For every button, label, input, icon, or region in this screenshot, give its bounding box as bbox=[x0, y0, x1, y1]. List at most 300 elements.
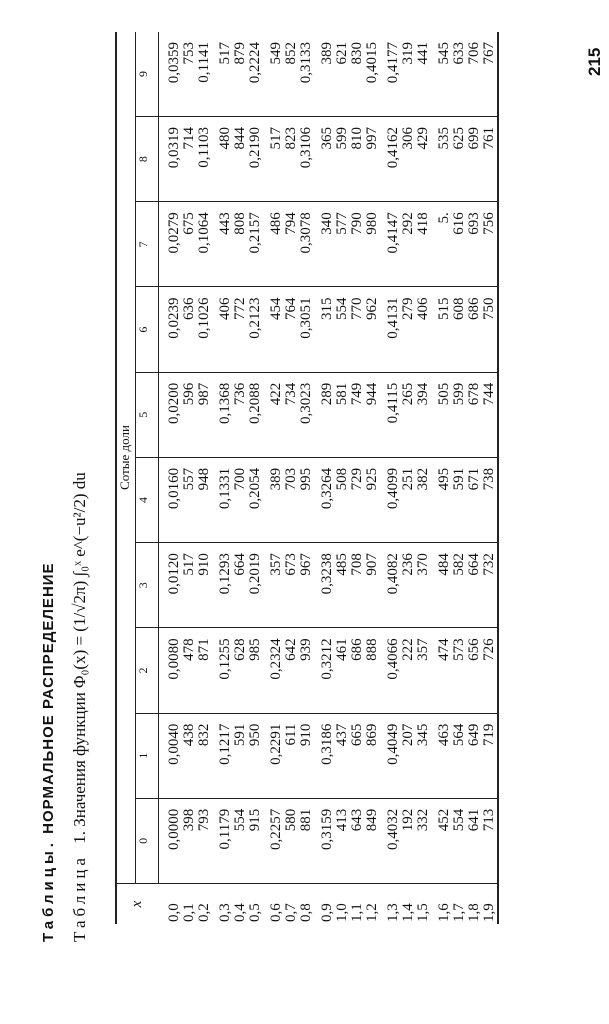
cell-value: 621 bbox=[334, 42, 350, 65]
cell-value: 749 bbox=[349, 382, 365, 406]
table-cell bbox=[159, 372, 213, 457]
cell-value: 581 bbox=[334, 382, 350, 406]
cell-value: 554 bbox=[334, 297, 350, 320]
cell-value: 315 bbox=[319, 297, 335, 320]
table-cell bbox=[314, 202, 380, 287]
cell-value: 382 bbox=[415, 467, 431, 491]
table-cell bbox=[431, 287, 498, 372]
table-row-group bbox=[212, 32, 263, 924]
cell-value: 0,1141 bbox=[196, 42, 212, 83]
cell-value: 0,2054 bbox=[247, 467, 263, 510]
table-cell bbox=[263, 32, 314, 117]
cell-value: 719 bbox=[481, 723, 497, 747]
cell-value: 671 bbox=[466, 467, 482, 491]
cell-value: 793 bbox=[196, 808, 212, 832]
cell-value: 236 bbox=[400, 553, 416, 576]
table-cell bbox=[159, 543, 213, 628]
cell-value: 767 bbox=[481, 42, 497, 65]
cell-value: 772 bbox=[232, 297, 248, 320]
table-label: Таблица bbox=[70, 854, 89, 942]
cell-value: 844 bbox=[232, 127, 248, 150]
cell-value: 770 bbox=[349, 297, 365, 320]
cell-value: 265 bbox=[400, 382, 416, 406]
cell-value: 461 bbox=[334, 638, 350, 661]
cell-value: 0,3186 bbox=[319, 723, 335, 765]
cell-value: 633 bbox=[451, 42, 467, 65]
cell-value: 580 bbox=[283, 808, 299, 832]
table-cell bbox=[314, 713, 380, 798]
cell-value: 879 bbox=[232, 42, 248, 65]
cell-value: 0,4032 bbox=[385, 808, 401, 851]
cell-value: 0,4177 bbox=[385, 42, 401, 84]
cell-value: 611 bbox=[283, 723, 299, 746]
x-value: 1,8 bbox=[466, 903, 482, 922]
cell-value: 207 bbox=[400, 723, 416, 747]
x-value: 0,4 bbox=[232, 903, 248, 922]
cell-value: 0,3023 bbox=[298, 382, 314, 424]
table-cell bbox=[431, 202, 498, 287]
cell-value: 664 bbox=[466, 553, 482, 576]
table-cell bbox=[263, 713, 314, 798]
x-value: 0,3 bbox=[217, 903, 233, 922]
table-cell bbox=[431, 628, 498, 713]
x-value: 1,0 bbox=[334, 903, 350, 922]
cell-value: 486 bbox=[268, 212, 284, 235]
table-cell bbox=[431, 117, 498, 202]
cell-value: 700 bbox=[232, 467, 248, 491]
cell-value: 394 bbox=[415, 382, 431, 406]
cell-value: 871 bbox=[196, 638, 212, 661]
cell-value: 810 bbox=[349, 127, 365, 150]
cell-value: 608 bbox=[451, 297, 467, 320]
cell-value: 292 bbox=[400, 212, 416, 235]
cell-value: 0,1331 bbox=[217, 467, 233, 510]
table-cell bbox=[263, 457, 314, 542]
x-value: 1,6 bbox=[436, 903, 452, 922]
cell-value: 463 bbox=[436, 723, 452, 747]
cell-value: 0,0000 bbox=[166, 808, 182, 851]
table-cell bbox=[431, 798, 498, 883]
cell-value: 591 bbox=[232, 723, 248, 747]
cell-value: 0,3078 bbox=[298, 212, 314, 254]
table-cell bbox=[314, 32, 380, 117]
table-cell bbox=[263, 202, 314, 287]
cell-value: 545 bbox=[436, 42, 452, 65]
cell-value: 808 bbox=[232, 212, 248, 235]
cell-value: 823 bbox=[283, 127, 299, 150]
table-cell bbox=[380, 543, 431, 628]
x-value: 0,8 bbox=[298, 903, 314, 922]
cell-value: 0,4066 bbox=[385, 638, 401, 680]
cell-value: 599 bbox=[334, 127, 350, 150]
cell-value: 484 bbox=[436, 553, 452, 576]
table-cell bbox=[314, 628, 380, 713]
cell-value: 849 bbox=[364, 808, 380, 832]
cell-value: 0,2224 bbox=[247, 42, 263, 84]
x-values-cell bbox=[212, 884, 263, 925]
cell-value: 734 bbox=[283, 382, 299, 406]
cell-value: 554 bbox=[451, 808, 467, 832]
x-value: 1,7 bbox=[451, 903, 467, 922]
cell-value: 950 bbox=[247, 723, 263, 747]
cell-value: 0,2123 bbox=[247, 297, 263, 339]
column-header-row bbox=[136, 32, 159, 924]
cell-value: 495 bbox=[436, 467, 452, 491]
cell-value: 0,0200 bbox=[166, 382, 182, 424]
cell-value: 616 bbox=[451, 212, 467, 235]
cell-value: 474 bbox=[436, 638, 452, 661]
cell-value: 744 bbox=[481, 382, 497, 406]
cell-value: 641 bbox=[466, 808, 482, 832]
cell-value: 0,2157 bbox=[247, 212, 263, 254]
cell-value: 0,4082 bbox=[385, 553, 401, 595]
table-cell bbox=[380, 202, 431, 287]
cell-value: 0,3106 bbox=[298, 127, 314, 169]
cell-value: 910 bbox=[196, 553, 212, 576]
cell-value: 699 bbox=[466, 127, 482, 150]
cell-value: 0,3238 bbox=[319, 553, 335, 595]
cell-value: 596 bbox=[181, 382, 197, 406]
column-header-7: 7 bbox=[136, 202, 159, 287]
cell-value: 418 bbox=[415, 212, 431, 235]
table-row-group bbox=[314, 32, 380, 924]
cell-value: 0,3212 bbox=[319, 638, 335, 680]
table-cell bbox=[159, 117, 213, 202]
table-cell bbox=[314, 287, 380, 372]
cell-value: 0,0319 bbox=[166, 127, 182, 169]
table-cell bbox=[263, 543, 314, 628]
cell-value: 0,0279 bbox=[166, 212, 182, 254]
cell-value: 5. bbox=[436, 212, 452, 224]
cell-value: 306 bbox=[400, 127, 416, 150]
cell-value: 673 bbox=[283, 553, 299, 576]
table-cell bbox=[159, 713, 213, 798]
table-cell bbox=[380, 628, 431, 713]
table-cell bbox=[431, 713, 498, 798]
column-header-5: 5 bbox=[136, 372, 159, 457]
table-cell bbox=[159, 287, 213, 372]
cell-value: 406 bbox=[415, 297, 431, 320]
cell-value: 429 bbox=[415, 127, 431, 150]
cell-value: 0,1026 bbox=[196, 297, 212, 339]
cell-value: 794 bbox=[283, 212, 299, 235]
table-cell bbox=[431, 543, 498, 628]
cell-value: 517 bbox=[268, 127, 284, 150]
cell-value: 915 bbox=[247, 808, 263, 832]
table-cell bbox=[431, 457, 498, 542]
cell-value: 713 bbox=[481, 808, 497, 832]
cell-value: 0,3159 bbox=[319, 808, 335, 851]
cell-value: 0,1179 bbox=[217, 808, 233, 850]
cell-value: 441 bbox=[415, 42, 431, 65]
table-cell bbox=[212, 457, 263, 542]
cell-value: 962 bbox=[364, 297, 380, 320]
cell-value: 517 bbox=[217, 42, 233, 65]
table-cell bbox=[212, 117, 263, 202]
table-cell bbox=[314, 543, 380, 628]
cell-value: 413 bbox=[334, 808, 350, 832]
cell-value: 649 bbox=[466, 723, 482, 747]
cell-value: 665 bbox=[349, 723, 365, 747]
section-title: НОРМАЛЬНОЕ РАСПРЕДЕЛЕНИЕ bbox=[40, 562, 57, 834]
cell-value: 0,2324 bbox=[268, 638, 284, 680]
cell-value: 0,3133 bbox=[298, 42, 314, 84]
cell-value: 686 bbox=[349, 638, 365, 661]
table-cell bbox=[212, 543, 263, 628]
cell-value: 438 bbox=[181, 723, 197, 747]
section-label: Таблицы. bbox=[40, 839, 57, 942]
cell-value: 422 bbox=[268, 382, 284, 406]
cell-value: 0,0239 bbox=[166, 297, 182, 339]
cell-value: 693 bbox=[466, 212, 482, 235]
x-value: 1,9 bbox=[481, 903, 497, 922]
x-value: 0,1 bbox=[180, 903, 197, 922]
cell-value: 389 bbox=[268, 467, 284, 491]
table-cell bbox=[380, 798, 431, 883]
cell-value: 365 bbox=[319, 127, 335, 150]
cell-value: 830 bbox=[349, 42, 365, 65]
cell-value: 0,2019 bbox=[247, 553, 263, 595]
table-cell bbox=[212, 372, 263, 457]
table-cell bbox=[380, 32, 431, 117]
cell-value: 703 bbox=[283, 467, 299, 491]
cell-value: 517 bbox=[181, 553, 197, 576]
cell-value: 764 bbox=[283, 297, 299, 320]
table-cell bbox=[380, 117, 431, 202]
column-header-3: 3 bbox=[136, 543, 159, 628]
cell-value: 0,1217 bbox=[217, 723, 233, 765]
cell-value: 0,1255 bbox=[217, 638, 233, 680]
x-values-cell bbox=[431, 884, 498, 925]
x-value: 0,9 bbox=[319, 903, 335, 922]
x-column-header: x bbox=[116, 884, 159, 925]
cell-value: 628 bbox=[232, 638, 248, 661]
cell-value: 549 bbox=[268, 42, 284, 65]
x-values-cell bbox=[314, 884, 380, 925]
cell-value: 582 bbox=[451, 553, 467, 576]
cell-value: 944 bbox=[364, 382, 380, 406]
cell-value: 625 bbox=[451, 127, 467, 150]
cell-value: 852 bbox=[283, 42, 299, 65]
cell-value: 939 bbox=[298, 638, 314, 661]
cell-value: 790 bbox=[349, 212, 365, 235]
normal-distribution-table bbox=[115, 32, 570, 924]
table-cell bbox=[314, 117, 380, 202]
cell-value: 0,0359 bbox=[166, 42, 182, 84]
cell-value: 454 bbox=[268, 297, 284, 320]
x-value: 0,2 bbox=[195, 903, 212, 922]
column-header-0: 0 bbox=[136, 798, 159, 883]
table-cell bbox=[159, 628, 213, 713]
cell-value: 980 bbox=[364, 212, 380, 235]
cell-value: 222 bbox=[400, 638, 416, 661]
cell-value: 0,4162 bbox=[385, 127, 401, 169]
cell-value: 192 bbox=[400, 808, 416, 832]
x-value: 0,0 bbox=[165, 903, 182, 922]
section-heading bbox=[40, 562, 57, 942]
cell-value: 398 bbox=[181, 808, 197, 832]
column-header-6: 6 bbox=[136, 287, 159, 372]
x-value: 0,5 bbox=[247, 903, 263, 922]
table-caption bbox=[70, 472, 90, 942]
cell-value: 577 bbox=[334, 212, 350, 235]
cell-value: 0,2190 bbox=[247, 127, 263, 169]
table-cell bbox=[263, 117, 314, 202]
table-cell bbox=[159, 202, 213, 287]
x-value: 1,5 bbox=[415, 903, 431, 922]
cell-value: 0,3051 bbox=[298, 297, 314, 339]
cell-value: 714 bbox=[181, 127, 197, 150]
cell-value: 0,1293 bbox=[217, 553, 233, 595]
table-cell bbox=[212, 798, 263, 883]
cell-value: 729 bbox=[349, 467, 365, 491]
cell-value: 0,4015 bbox=[364, 42, 380, 84]
cell-value: 997 bbox=[364, 127, 380, 150]
cell-value: 643 bbox=[349, 808, 365, 832]
cell-value: 599 bbox=[451, 382, 467, 406]
cell-value: 0,4049 bbox=[385, 723, 401, 765]
cell-value: 357 bbox=[415, 638, 431, 661]
cell-value: 251 bbox=[400, 467, 416, 491]
cell-value: 340 bbox=[319, 212, 335, 235]
cell-value: 732 bbox=[481, 553, 497, 576]
hundredths-group-header: Сотые доли bbox=[116, 32, 136, 884]
cell-value: 0,0120 bbox=[166, 553, 182, 595]
table-row-group bbox=[380, 32, 431, 924]
cell-value: 686 bbox=[466, 297, 482, 320]
cell-value: 881 bbox=[298, 808, 314, 832]
cell-value: 480 bbox=[217, 127, 233, 150]
table-row-group bbox=[263, 32, 314, 924]
cell-value: 389 bbox=[319, 42, 335, 65]
cell-value: 925 bbox=[364, 467, 380, 491]
column-header-1: 1 bbox=[136, 713, 159, 798]
table-cell bbox=[212, 287, 263, 372]
column-header-4: 4 bbox=[136, 457, 159, 542]
x-value: 1,4 bbox=[400, 903, 416, 922]
table-cell bbox=[263, 287, 314, 372]
cell-value: 888 bbox=[364, 638, 380, 661]
cell-value: 452 bbox=[436, 808, 452, 832]
cell-value: 832 bbox=[196, 723, 212, 747]
cell-value: 0,1103 bbox=[196, 127, 212, 168]
cell-value: 753 bbox=[181, 42, 197, 65]
cell-value: 948 bbox=[196, 467, 212, 491]
cell-value: 345 bbox=[415, 723, 431, 747]
table-cell bbox=[380, 713, 431, 798]
cell-value: 443 bbox=[217, 212, 233, 235]
column-header-2: 2 bbox=[136, 628, 159, 713]
table-cell bbox=[314, 798, 380, 883]
table-cell bbox=[314, 457, 380, 542]
cell-value: 535 bbox=[436, 127, 452, 150]
table-cell bbox=[263, 628, 314, 713]
table-cell bbox=[263, 798, 314, 883]
table-cell bbox=[212, 713, 263, 798]
table-cell bbox=[159, 798, 213, 883]
cell-value: 642 bbox=[283, 638, 299, 661]
cell-value: 995 bbox=[298, 467, 314, 491]
cell-value: 0,4099 bbox=[385, 467, 401, 510]
cell-value: 910 bbox=[298, 723, 314, 747]
table-row-group bbox=[159, 32, 213, 924]
cell-value: 0,4115 bbox=[385, 382, 401, 424]
table-body bbox=[159, 32, 499, 924]
table-cell bbox=[159, 32, 213, 117]
cell-value: 0,1368 bbox=[217, 382, 233, 424]
cell-value: 967 bbox=[298, 553, 314, 576]
cell-value: 726 bbox=[481, 638, 497, 661]
cell-value: 573 bbox=[451, 638, 467, 661]
cell-value: 591 bbox=[451, 467, 467, 491]
cell-value: 0,0080 bbox=[166, 638, 182, 680]
x-values-cell bbox=[159, 884, 213, 925]
page-number: 215 bbox=[585, 47, 604, 76]
table-cell bbox=[380, 457, 431, 542]
cell-value: 0,2088 bbox=[247, 382, 263, 424]
table-caption-text: 1. Значения функции Φ₀(x) = (1/√2π) ∫₀ˣ e^(−u²/2) du bbox=[70, 472, 89, 844]
cell-value: 505 bbox=[436, 382, 452, 406]
cell-value: 564 bbox=[451, 723, 467, 747]
cell-value: 869 bbox=[364, 723, 380, 747]
x-value: 1,3 bbox=[385, 903, 401, 922]
x-value: 0,6 bbox=[268, 903, 284, 922]
cell-value: 675 bbox=[181, 212, 197, 235]
cell-value: 0,0160 bbox=[166, 467, 182, 510]
x-values-cell bbox=[380, 884, 431, 925]
x-value: 0,7 bbox=[283, 903, 299, 922]
cell-value: 738 bbox=[481, 467, 497, 491]
cell-value: 332 bbox=[415, 808, 431, 832]
cell-value: 406 bbox=[217, 297, 233, 320]
cell-value: 736 bbox=[232, 382, 248, 406]
cell-value: 0,4131 bbox=[385, 297, 401, 339]
column-header-9: 9 bbox=[136, 32, 159, 117]
cell-value: 0,4147 bbox=[385, 212, 401, 254]
cell-value: 279 bbox=[400, 297, 416, 320]
cell-value: 0,2257 bbox=[268, 808, 284, 851]
cell-value: 987 bbox=[196, 382, 212, 406]
cell-value: 985 bbox=[247, 638, 263, 661]
table-row-group bbox=[431, 32, 498, 924]
cell-value: 370 bbox=[415, 553, 431, 576]
cell-value: 708 bbox=[349, 553, 365, 576]
cell-value: 0,0040 bbox=[166, 723, 182, 765]
table-cell bbox=[431, 372, 498, 457]
cell-value: 485 bbox=[334, 553, 350, 576]
column-header-8: 8 bbox=[136, 117, 159, 202]
table-cell bbox=[212, 32, 263, 117]
cell-value: 437 bbox=[334, 723, 350, 747]
table-cell bbox=[212, 202, 263, 287]
x-values-cell bbox=[263, 884, 314, 925]
cell-value: 0,1064 bbox=[196, 212, 212, 254]
table-cell bbox=[159, 457, 213, 542]
cell-value: 554 bbox=[232, 808, 248, 832]
cell-value: 761 bbox=[481, 127, 497, 150]
data-table bbox=[115, 32, 499, 924]
cell-value: 289 bbox=[319, 382, 335, 406]
cell-value: 750 bbox=[481, 297, 497, 320]
cell-value: 907 bbox=[364, 553, 380, 576]
cell-value: 508 bbox=[334, 467, 350, 491]
cell-value: 756 bbox=[481, 212, 497, 235]
cell-value: 357 bbox=[268, 553, 284, 576]
cell-value: 557 bbox=[181, 467, 197, 491]
cell-value: 636 bbox=[181, 297, 197, 320]
cell-value: 656 bbox=[466, 638, 482, 661]
table-cell bbox=[212, 628, 263, 713]
